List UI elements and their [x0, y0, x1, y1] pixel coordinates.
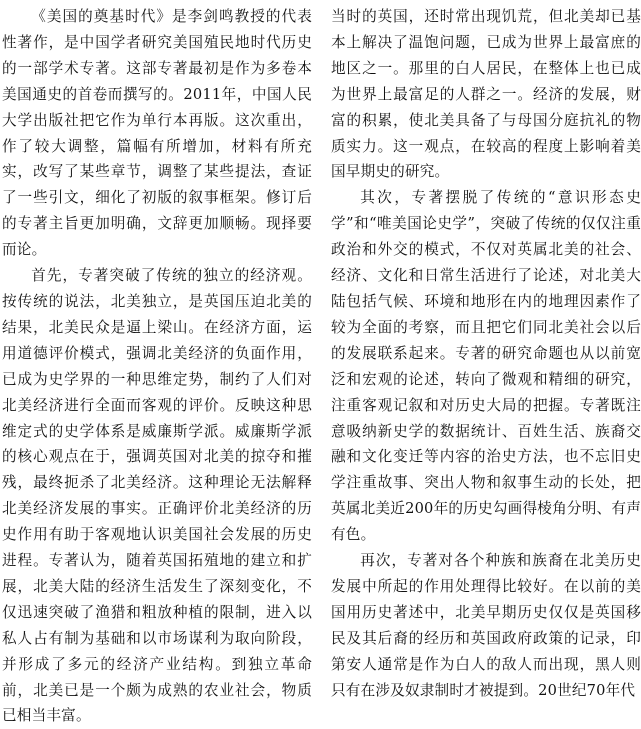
paragraph-first-point: 首先，专著突破了传统的独立的经济观。按传统的说法，北美独立，是英国压迫北美的结果，北美民众是逼上梁山。在经济方面，运用道德评价模式，强调北美经济的负面作用，已成为史学界的一种思维定势，制约了人们对北美经济进行全面而客观的评价。反映这种思维定式的史学体系是威廉斯学派。威廉斯学派的核心观点在于，强调英国对北美的掠夺和摧残，最终扼杀了北美经济。这种理论无法解释北美经济发展的事实。正确评价北美经济的历史作用有助于客观地认识美国社会发展的历史进程。专著认为，随着英国拓殖地的建立和扩展，北美大陆的经济生活发生了深刻变化，不仅迅速突破了渔猎和粗放种植的限制，进入以私人占有制为基础和以市场谋利为取向阶段，并形成了多元的经济产业结构。到独立革命前，北美已是一个颇为成熟的农业社会，物质已相当丰富。: [2, 267, 312, 725]
paragraph-second-point: 其次，专著摆脱了传统的“意识形态史学”和“唯美国论史学”，突破了传统的仅仅注重政治和外交的模式，不仅对英属北美的社会、经济、文化和日常生活进行了论述，对北美大陆包括气候、环境和地形在内的地理因素作了较为全面的考察，而且把它们同北美社会以后的发展联系起来。专著的研究命题也从以前宽泛和宏观的论述，转向了微观和精细的研究，注重客观记叙和对历史大局的把握。专著既注意吸纳新史学的数据统计、百姓生活、族裔交融和文化变迁等内容的治史方法，也不忘旧史学注重故事、突出人物和叙事生动的长处，把英属北美近200年的历史勾画得棱角分明、有声有色。: [331, 189, 641, 544]
paragraph-first-point-continued: 当时的英国，还时常出现饥荒，但北美却已基本上解决了温饱问题，已成为世界上最富庶的地区之一。那里的白人居民，在整体上也已成为世界上最富足的人群之一。经济的发展，财富的积累，使北美具备了与母国分庭抗礼的物质实力。这一观点，在较高的程度上影响着美国早期史的研究。: [331, 8, 641, 181]
left-column: [2, 4, 312, 729]
paragraph-intro: 《美国的奠基时代》是李剑鸣教授的代表性著作，是中国学者研究美国殖民地时代历史的一部学术专著。这部专著最初是作为多卷本美国通史的首卷而撰写的。2011年，中国人民大学出版社把它作为单行本再版。这次重出，作了较大调整，篇幅有所增加，材料有所充实，改写了某些章节，调整了某些提法，查证了一些引文，细化了初版的叙事框架。修订后的专著主旨更加明确，文辞更加顺畅。现择要而论。: [2, 8, 312, 259]
right-column: [331, 4, 641, 703]
paragraph-third-point: 再次，专著对各个种族和族裔在北美历史发展中所起的作用处理得比较好。在以前的美国用历史著述中，北美早期历史仅仅是英国移民及其后裔的经历和英国政府政策的记录，印第安人通常是作为白人的敌人而出现，黑人则只有在涉及奴隶制时才被提到。20世纪70年代: [331, 552, 641, 699]
